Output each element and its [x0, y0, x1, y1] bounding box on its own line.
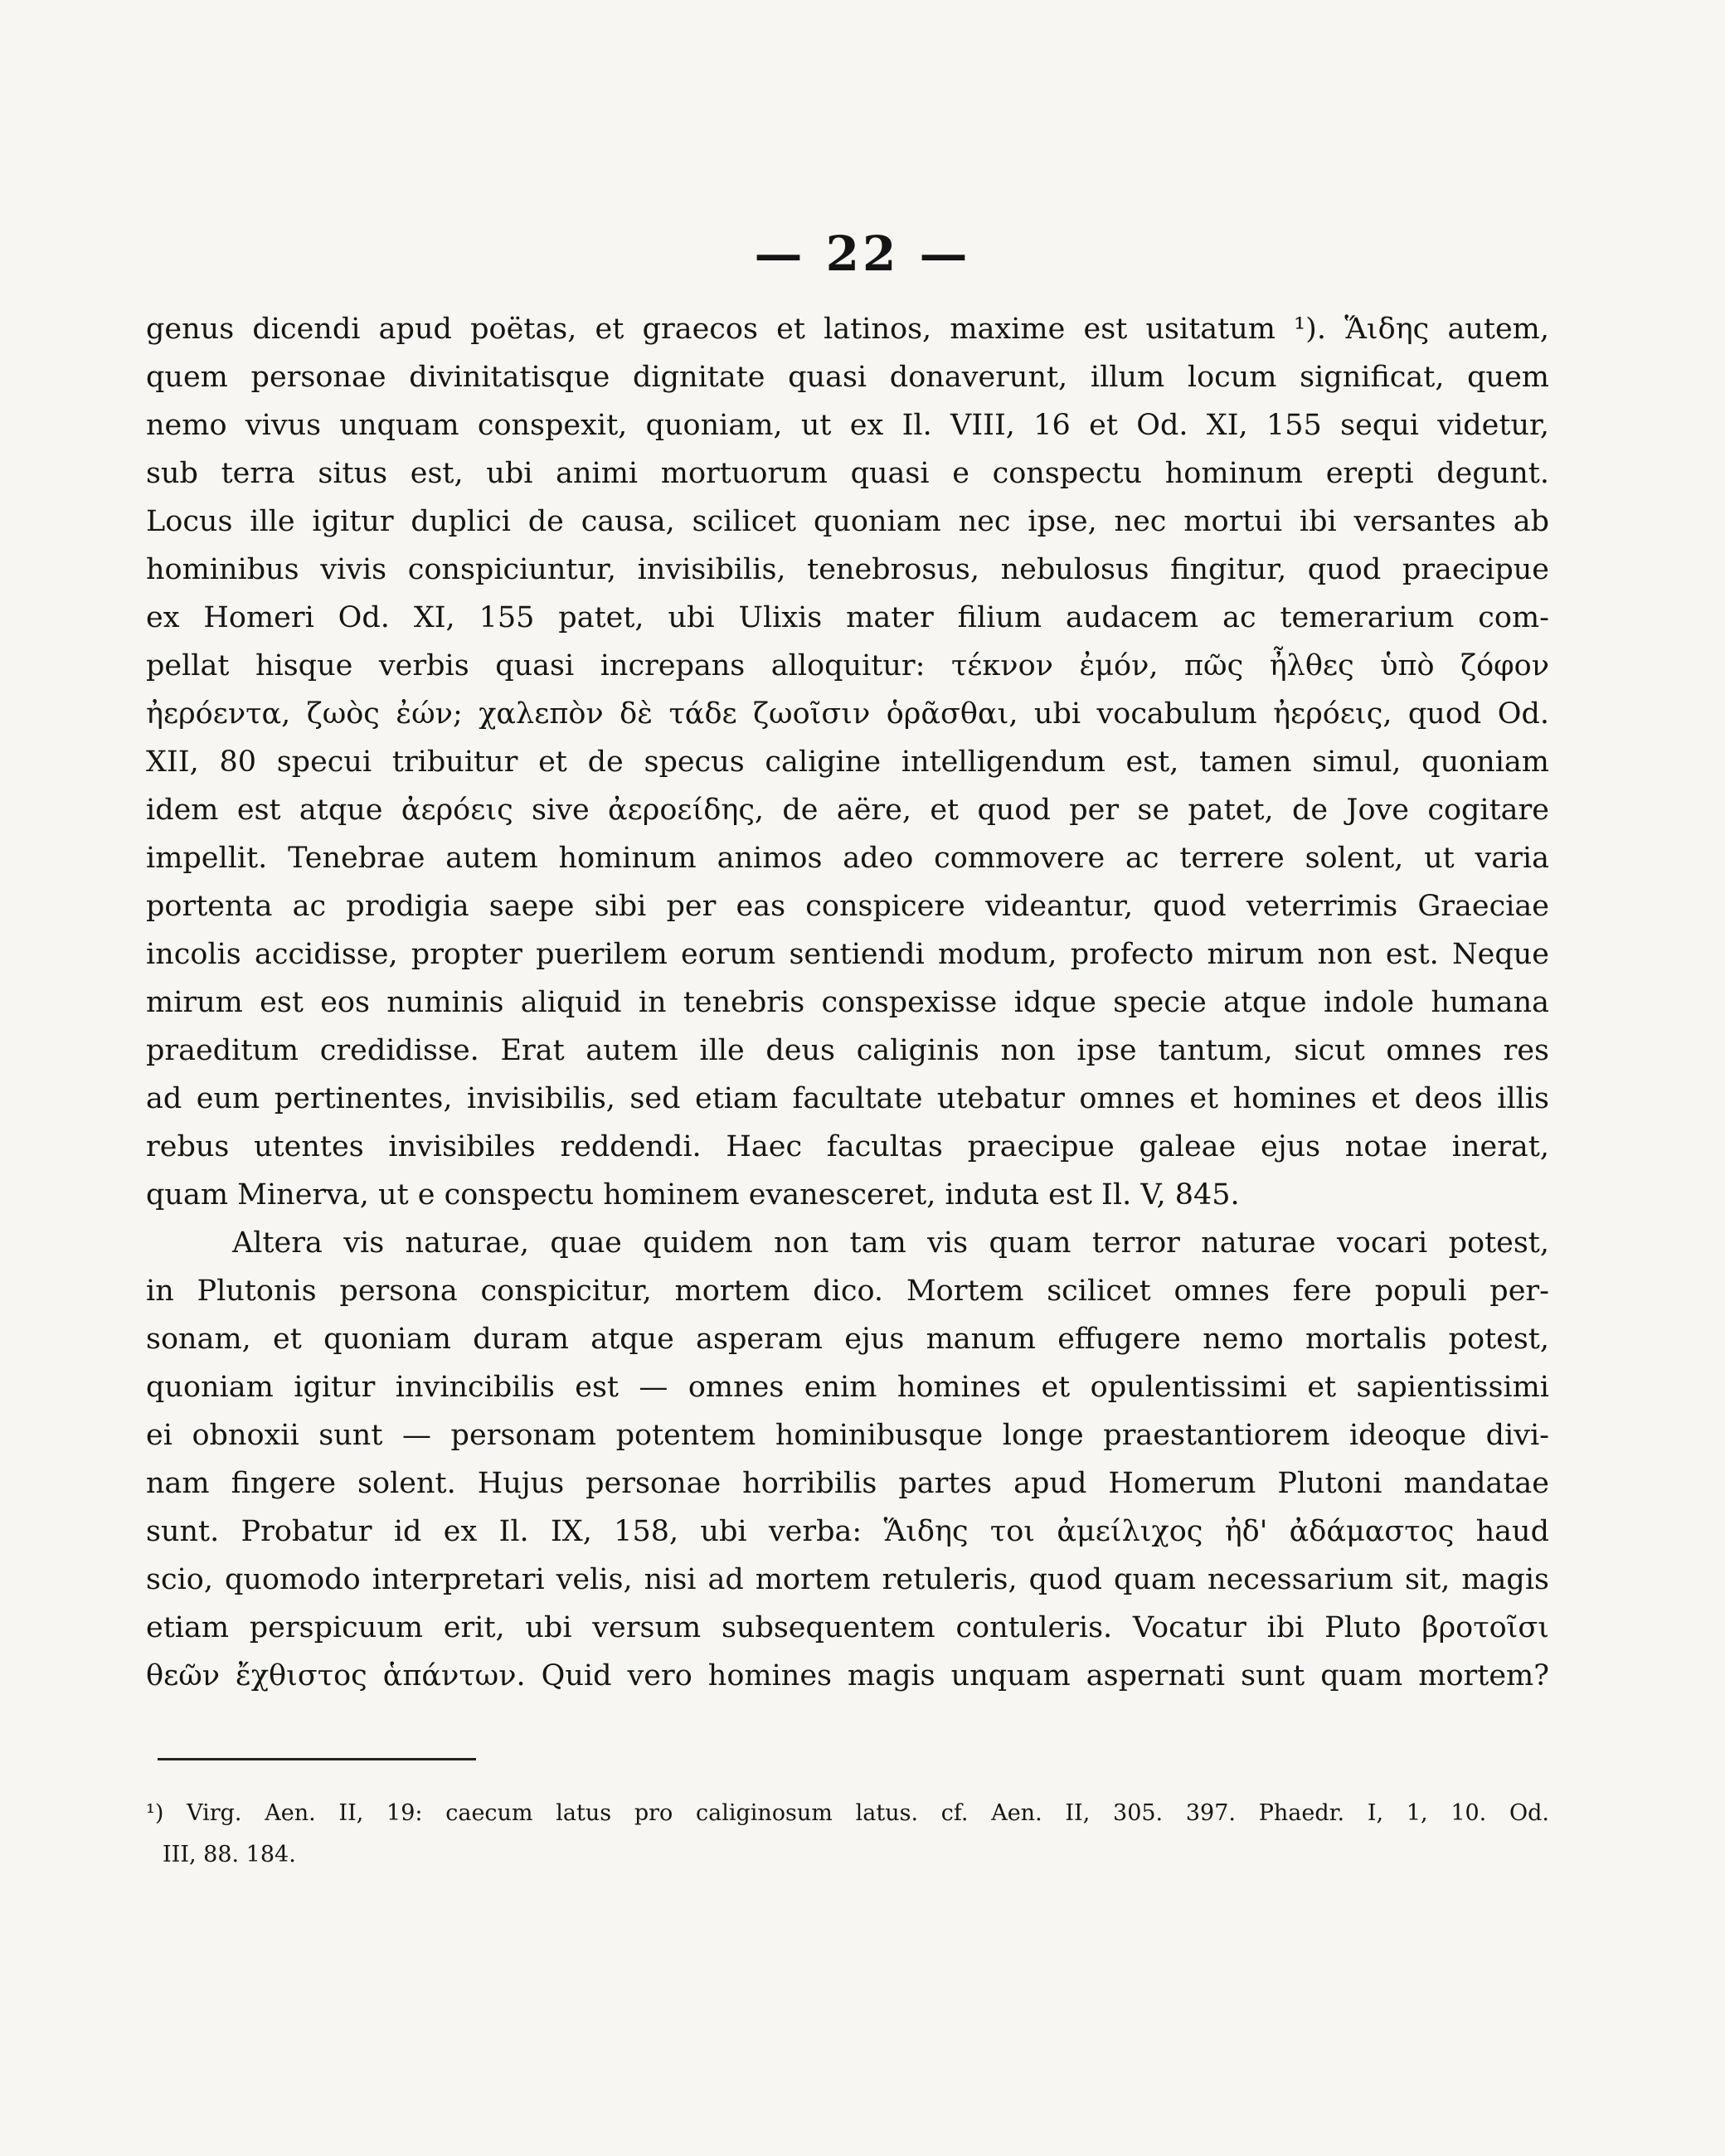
text-line: XII, 80 specui tribuitur et de specus caligine intelligendum est, tamen simul, quoniam	[146, 745, 1549, 779]
text-line: in Plutonis persona conspicitur, mortem dico. Mortem scilicet omnes fere populi per-	[146, 1275, 1549, 1308]
footnote-line: III, 88. 184.	[163, 1842, 296, 1867]
text-line: ἠερόεντα, ζωὸς ἐών; χαλεπὸν δὲ τάδε ζωοῖσιν ὁρᾶσθαι, ubi vocabulum ἠερόεις, quod Od.	[146, 697, 1549, 731]
page-number: — 22 —	[754, 226, 971, 282]
text-line: Altera vis naturae, quae quidem non tam vis quam terror naturae vocari potest,	[232, 1226, 1549, 1260]
text-line: genus dicendi apud poëtas, et graecos et latinos, maxime est usitatum ¹). Ἅιδης autem,	[146, 313, 1549, 346]
text-line: ex Homeri Od. XI, 155 patet, ubi Ulixis mater filium audacem ac temerarium com-	[146, 601, 1549, 634]
text-line: quam Minerva, ut e conspectu hominem evanesceret, induta est Il. V, 845.	[146, 1178, 1240, 1212]
text-line: quem personae divinitatisque dignitate quasi donaverunt, illum locum significat, quem	[146, 361, 1549, 394]
text-line: θεῶν ἔχθιστος ἁπάντων. Quid vero homines magis unquam aspernati sunt quam mortem?	[146, 1659, 1549, 1692]
text-line: ei obnoxii sunt — personam potentem hominibusque longe praestantiorem ideoque divi-	[146, 1419, 1549, 1452]
footnote-divider	[158, 1758, 476, 1760]
text-line: praeditum credidisse. Erat autem ille deus caliginis non ipse tantum, sicut omnes res	[146, 1034, 1549, 1067]
text-line: sunt. Probatur id ex Il. IX, 158, ubi verba: Ἅιδης τοι ἀμείλιχος ἠδ' ἀδάμαστος haud	[146, 1515, 1549, 1548]
text-line: nam fingere solent. Hujus personae horribilis partes apud Homerum Plutoni mandatae	[146, 1467, 1549, 1500]
text-line: mirum est eos numinis aliquid in tenebris conspexisse idque specie atque indole humana	[146, 986, 1549, 1019]
footnote-line: ¹) Virg. Aen. II, 19: caecum latus pro caliginosum latus. cf. Aen. II, 305. 397. Phaedr. I, 1, 10. Od.	[146, 1800, 1549, 1826]
text-line: quoniam igitur invincibilis est — omnes enim homines et opulentissimi et sapientissimi	[146, 1371, 1549, 1404]
text-line: Locus ille igitur duplici de causa, scilicet quoniam nec ipse, nec mortui ibi versantes ab	[146, 505, 1549, 538]
text-line: sonam, et quoniam duram atque asperam ejus manum effugere nemo mortalis potest,	[146, 1323, 1549, 1356]
text-line: rebus utentes invisibiles reddendi. Haec facultas praecipue galeae ejus notae inerat,	[146, 1130, 1549, 1163]
text-line: incolis accidisse, propter puerilem eorum sentiendi modum, profecto mirum non est. Neque	[146, 938, 1549, 971]
text-line: idem est atque ἀερόεις sive ἀεροείδης, de aëre, et quod per se patet, de Jove cogitare	[146, 794, 1549, 827]
text-line: pellat hisque verbis quasi increpans alloquitur: τέκνον ἐμόν, πῶς ἦλθες ὑπὸ ζόφον	[146, 649, 1549, 682]
text-line: portenta ac prodigia saepe sibi per eas conspicere videantur, quod veterrimis Graeciae	[146, 890, 1549, 923]
text-line: etiam perspicuum erit, ubi versum subsequentem contuleris. Vocatur ibi Pluto βροτοῖσι	[146, 1611, 1549, 1644]
text-line: nemo vivus unquam conspexit, quoniam, ut ex Il. VIII, 16 et Od. XI, 155 sequi videtur,	[146, 409, 1549, 442]
text-line: impellit. Tenebrae autem hominum animos adeo commovere ac terrere solent, ut varia	[146, 842, 1549, 875]
text-line: scio, quomodo interpretari velis, nisi ad mortem retuleris, quod quam necessarium sit, magis	[146, 1563, 1549, 1596]
text-line: hominibus vivis conspiciuntur, invisibilis, tenebrosus, nebulosus fingitur, quod praecipue	[146, 553, 1549, 586]
footnote	[146, 1793, 1549, 1876]
text-line: ad eum pertinentes, invisibilis, sed etiam facultate utebatur omnes et homines et deos illis	[146, 1082, 1549, 1115]
text-line: sub terra situs est, ubi animi mortuorum quasi e conspectu hominum erepti degunt.	[146, 457, 1549, 490]
main-text	[146, 305, 1549, 1700]
